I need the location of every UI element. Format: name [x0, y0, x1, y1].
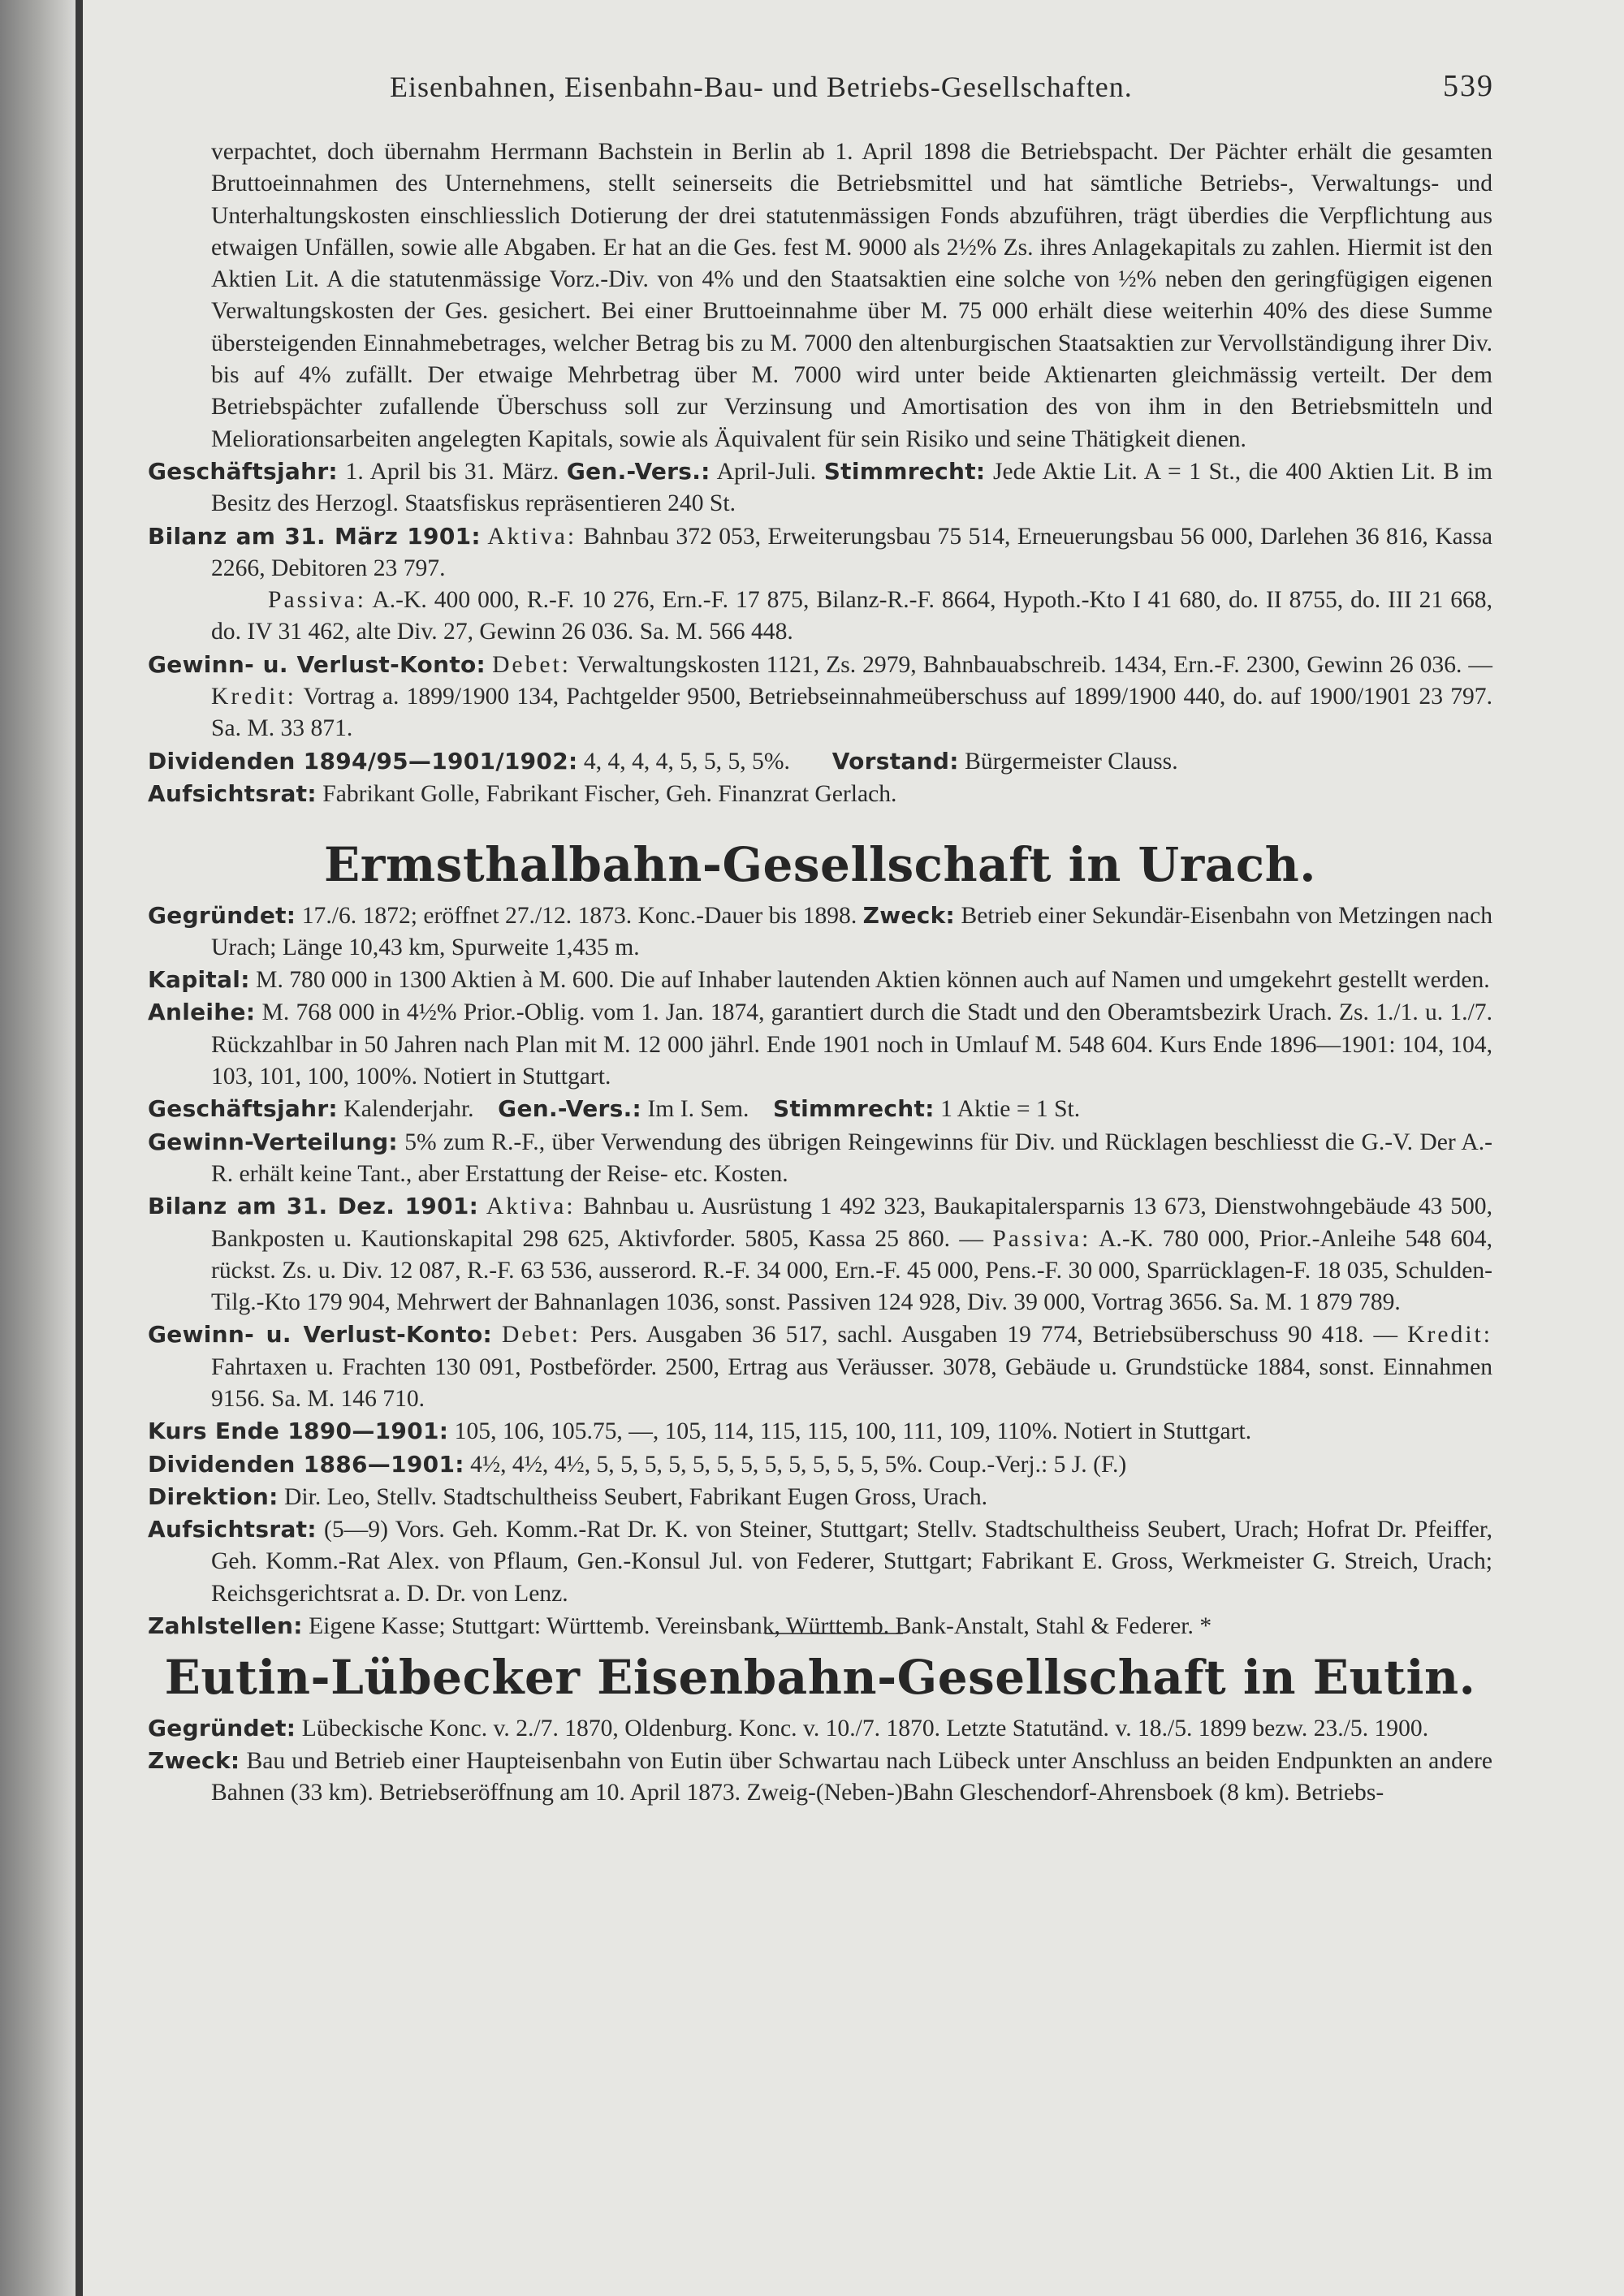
- gegruendet-label: Gegründet:: [148, 1714, 296, 1741]
- eutin-zweck-entry: Zweck: Bau und Betrieb einer Haupteisenbahn von Eutin über Schwartau nach Lübeck unter Anschluss an beiden Endpunkten an andere Bahnen (33 km). Betriebseröffnung am 10. April 1873. Zweig-(Neben-)Bahn Gleschendorf-Ahrensboek (8 km). Betriebs-: [148, 1746, 1492, 1806]
- direktion-label: Direktion:: [148, 1482, 279, 1510]
- gewinnverteilung-label: Gewinn-Verteilung:: [148, 1128, 398, 1155]
- zahlstellen-label: Zahlstellen:: [148, 1612, 303, 1640]
- erms-gewinnverteilung-entry: Gewinn-Verteilung: 5% zum R.-F., über Verwendung des übrigen Reingewinns für Div. und Rücklagen beschliesst die G.-V. Der A.-R. erhält keine Tant., aber Erstattung der Reise- etc. Kosten.: [148, 1128, 1492, 1187]
- erms-dividenden-entry: Dividenden 1886—1901: 4½, 4½, 4½, 5, 5, 5, 5, 5, 5, 5, 5, 5, 5, 5, 5, 5%. Coup.-Verj.: 5 J. (F.): [148, 1450, 1127, 1478]
- page-header: [146, 63, 1494, 112]
- dividenden-label: Dividenden 1894/95—1901/1902:: [148, 747, 578, 775]
- prev-dividenden-entry: Dividenden 1894/95—1901/1902: 4, 4, 4, 4, 5, 5, 5, 5%. Vorstand: Bürgermeister Clauss.: [148, 747, 1178, 775]
- kurs-label: Kurs Ende 1890—1901:: [148, 1418, 449, 1445]
- company-title-ermsthalbahn: Ermsthalbahn-Gesellschaft in Urach.: [324, 837, 1316, 893]
- guv-label: Gewinn- u. Verlust-Konto:: [148, 650, 486, 678]
- text-column: [148, 136, 1492, 1810]
- kapital-label: Kapital:: [148, 966, 250, 994]
- erms-direktion-entry: Direktion: Dir. Leo, Stellv. Stadtschultheiss Seubert, Fabrikant Eugen Gross, Urach.: [148, 1482, 988, 1510]
- genvers-label: Gen.-Vers.:: [498, 1095, 642, 1123]
- prev-aufsichtsrat-entry: Aufsichtsrat: Fabrikant Golle, Fabrikant Fischer, Geh. Finanzrat Gerlach.: [148, 779, 897, 807]
- erms-bilanz-entry: Bilanz am 31. Dez. 1901: Aktiva: Bahnbau u. Ausrüstung 1 492 323, Baukapitalersparnis 13 673, Dienstwohngebäude 43 500, Bankposten u. Kautionskapital 298 625, Aktivforder. 5805, Kassa 25 860. — Passiva: A.-K. 780 000, Prior.-Anleihe 548 604, rückst. Zs. u. Div. 12 087, R.-F. 63 536, ausserord. R.-F. 34 000, Ern.-F. 45 000, Pens.-F. 30 000, Sparrücklagen-F. 18 035, Schulden-Tilg.-Kto 179 904, Mehrwert der Bahnanlagen 1036, sonst. Passiven 124 928, Div. 39 000, Vortrag 3656. Sa. M. 1 879 789.: [148, 1193, 1493, 1316]
- geschaeftsjahr-label: Geschäftsjahr:: [148, 1095, 338, 1123]
- geschaeftsjahr-label: Geschäftsjahr:: [148, 457, 338, 485]
- zweck-label: Zweck:: [148, 1746, 240, 1774]
- erms-guv-entry: Gewinn- u. Verlust-Konto: Debet: Pers. Ausgaben 36 517, sachl. Ausgaben 19 774, Betriebsüberschuss 90 418. — Kredit: Fahrtaxen u. Frachten 130 091, Postbeförder. 2500, Ertrag aus Veräusser. 3078, Gebäude u. Grundstücke 1884, sonst. Einnahmen 9156. Sa. M. 146 710.: [148, 1321, 1492, 1412]
- anleihe-label: Anleihe:: [148, 999, 256, 1026]
- erms-kurs-entry: Kurs Ende 1890—1901: 105, 106, 105.75, —, 105, 114, 115, 115, 100, 111, 109, 110%. Notiert in Stuttgart.: [148, 1418, 1252, 1445]
- erms-zahlstellen-entry: Zahlstellen: Eigene Kasse; Stuttgart: Württemb. Vereinsbank, Württemb. Bank-Anstalt, Stahl & Federer. *: [148, 1612, 1212, 1640]
- gegruendet-label: Gegründet:: [148, 901, 296, 929]
- dividenden-label: Dividenden 1886—1901:: [148, 1450, 464, 1478]
- eutin-gegruendet-entry: Gegründet: Lübeckische Konc. v. 2./7. 1870, Oldenburg. Konc. v. 10./7. 1870. Letzte Statutänd. v. 18./5. 1899 bezw. 23./5. 1900.: [148, 1714, 1429, 1741]
- running-title: Eisenbahnen, Eisenbahn-Bau- und Betriebs-Gesellschaften.: [390, 71, 1133, 103]
- binding-line: [76, 0, 83, 2296]
- bilanz-label: Bilanz am 31. März 1901:: [148, 522, 481, 550]
- company-title-eutin: Eutin-Lübecker Eisenbahn-Gesellschaft in Eutin.: [164, 1650, 1476, 1706]
- prev-company-paragraph: verpachtet, doch übernahm Herrmann Bachstein in Berlin ab 1. April 1898 die Betriebspacht. Der Pächter erhält die gesamten Bruttoeinnahmen des Unternehmens, stellt seinerseits die Betriebsmittel und hat sämtliche Betriebs-, Verwaltungs- und Unterhaltungskosten einschliesslich Dotierung der drei statutenmässigen Fonds abzuführen, trägt überdies die Verpflichtung aus etwaigen Unfällen, sowie alle Abgaben. Er hat an die Ges. fest M. 9000 als 2½% Zs. ihres Anlagekapitals zu zahlen. Hiermit ist den Aktien Lit. A die statutenmässige Vorz.-Div. von 4% und den Staatsaktien eine solche von ½% neben den geringfügigen eigenen Verwaltungskosten der Ges. gesichert. Bei einer Bruttoeinnahme über M. 75 000 erhält diese weiterhin 40% des diese Summe übersteigenden Einnahmebetrages, welcher Betrag bis zu M. 7000 den altenburgischen Staatsaktien zur Vervollständigung ihrer Div. bis auf 4% zufällt. Der etwaige Mehrbetrag über M. 7000 wird unter beide Aktienarten gleichmässig verteilt. Der dem Betriebspächter zufallende Überschuss soll zur Verzinsung und Amortisation des von ihm in den Betriebsmitteln und Meliorationsarbeiten angelegten Kapitals, sowie als Äquivalent für sein Risiko und seine Thätigkeit dienen.: [211, 139, 1492, 452]
- guv-label: Gewinn- u. Verlust-Konto:: [148, 1321, 493, 1349]
- aufsichtsrat-label: Aufsichtsrat:: [148, 779, 317, 807]
- page-number: 539: [1443, 69, 1494, 103]
- stimmrecht-label: Stimmrecht:: [823, 457, 986, 485]
- erms-geschaeftsjahr-entry: Geschäftsjahr: Kalenderjahr. Gen.-Vers.: Im I. Sem. Stimmrecht: 1 Aktie = 1 St.: [148, 1095, 1081, 1123]
- bilanz-label: Bilanz am 31. Dez. 1901:: [148, 1193, 479, 1220]
- erms-gegruendet-entry: Gegründet: 17./6. 1872; eröffnet 27./12. 1873. Konc.-Dauer bis 1898. Zweck: Betrieb einer Sekundär-Eisenbahn von Metzingen nach Urach; Länge 10,43 km, Spurweite 1,435 m.: [148, 901, 1492, 960]
- prev-geschaeftsjahr-entry: Geschäftsjahr: 1. April bis 31. März. Gen.-Vers.: April-Juli. Stimmrecht: Jede Aktie Lit. A = 1 St., die 400 Aktien Lit. B im Besitz des Herzogl. Staatsfiskus repräsentieren 240 St.: [148, 457, 1492, 517]
- vorstand-label: Vorstand:: [831, 747, 959, 775]
- genvers-label: Gen.-Vers.:: [566, 457, 710, 485]
- page-gutter-shadow: [0, 0, 85, 2296]
- erms-anleihe-entry: Anleihe: M. 768 000 in 4½% Prior.-Oblig. vom 1. Jan. 1874, garantiert durch die Stadt und den Oberamtsbezirk Urach. Zs. 1./1. u. 1./7. Rückzahlbar in 50 Jahren nach Plan mit M. 12 000 jährl. Ende 1901 noch in Umlauf M. 548 604. Kurs Ende 1896—1901: 104, 104, 103, 101, 100, 100%. Notiert in Stuttgart.: [148, 999, 1492, 1090]
- stimmrecht-label: Stimmrecht:: [772, 1095, 935, 1123]
- zweck-label: Zweck:: [862, 901, 956, 929]
- erms-aufsichtsrat-entry: Aufsichtsrat: (5—9) Vors. Geh. Komm.-Rat Dr. K. von Steiner, Stuttgart; Stellv. Stadtschultheiss Seubert, Urach; Hofrat Dr. Pfeiffer, Geh. Komm.-Rat Alex. von Pflaum, Gen.-Konsul Jul. von Federer, Stuttgart; Fabrikant E. Gross, Werkmeister G. Streich, Urach; Reichsgerichtsrat a. D. Dr. von Lenz.: [148, 1516, 1492, 1607]
- aufsichtsrat-label: Aufsichtsrat:: [148, 1516, 317, 1543]
- prev-guv-entry: Gewinn- u. Verlust-Konto: Debet: Verwaltungskosten 1121, Zs. 2979, Bahnbauabschreib. 1434, Ern.-F. 2300, Gewinn 26 036. — Kredit: Vortrag a. 1899/1900 134, Pachtgelder 9500, Betriebseinnahmeüberschuss auf 1899/1900 440, do. auf 1900/1901 23 797. Sa. M. 33 871.: [148, 650, 1493, 742]
- erms-kapital-entry: Kapital: M. 780 000 in 1300 Aktien à M. 600. Die auf Inhaber lautenden Aktien können auch auf Namen und umgekehrt gestellt werden.: [148, 966, 1490, 994]
- prev-bilanz-entry: Bilanz am 31. März 1901: Aktiva: Bahnbau 372 053, Erweiterungsbau 75 514, Erneuerungsbau 56 000, Darlehen 36 816, Kassa 2266, Debitoren 23 797. Passiva: A.-K. 400 000, R.-F. 10 276, Ern.-F. 17 875, Bilanz-R.-F. 8664, Hypoth.-Kto I 41 680, do. II 8755, do. III 21 668, do. IV 31 462, alte Div. 27, Gewinn 26 036. Sa. M. 566 448.: [148, 522, 1493, 645]
